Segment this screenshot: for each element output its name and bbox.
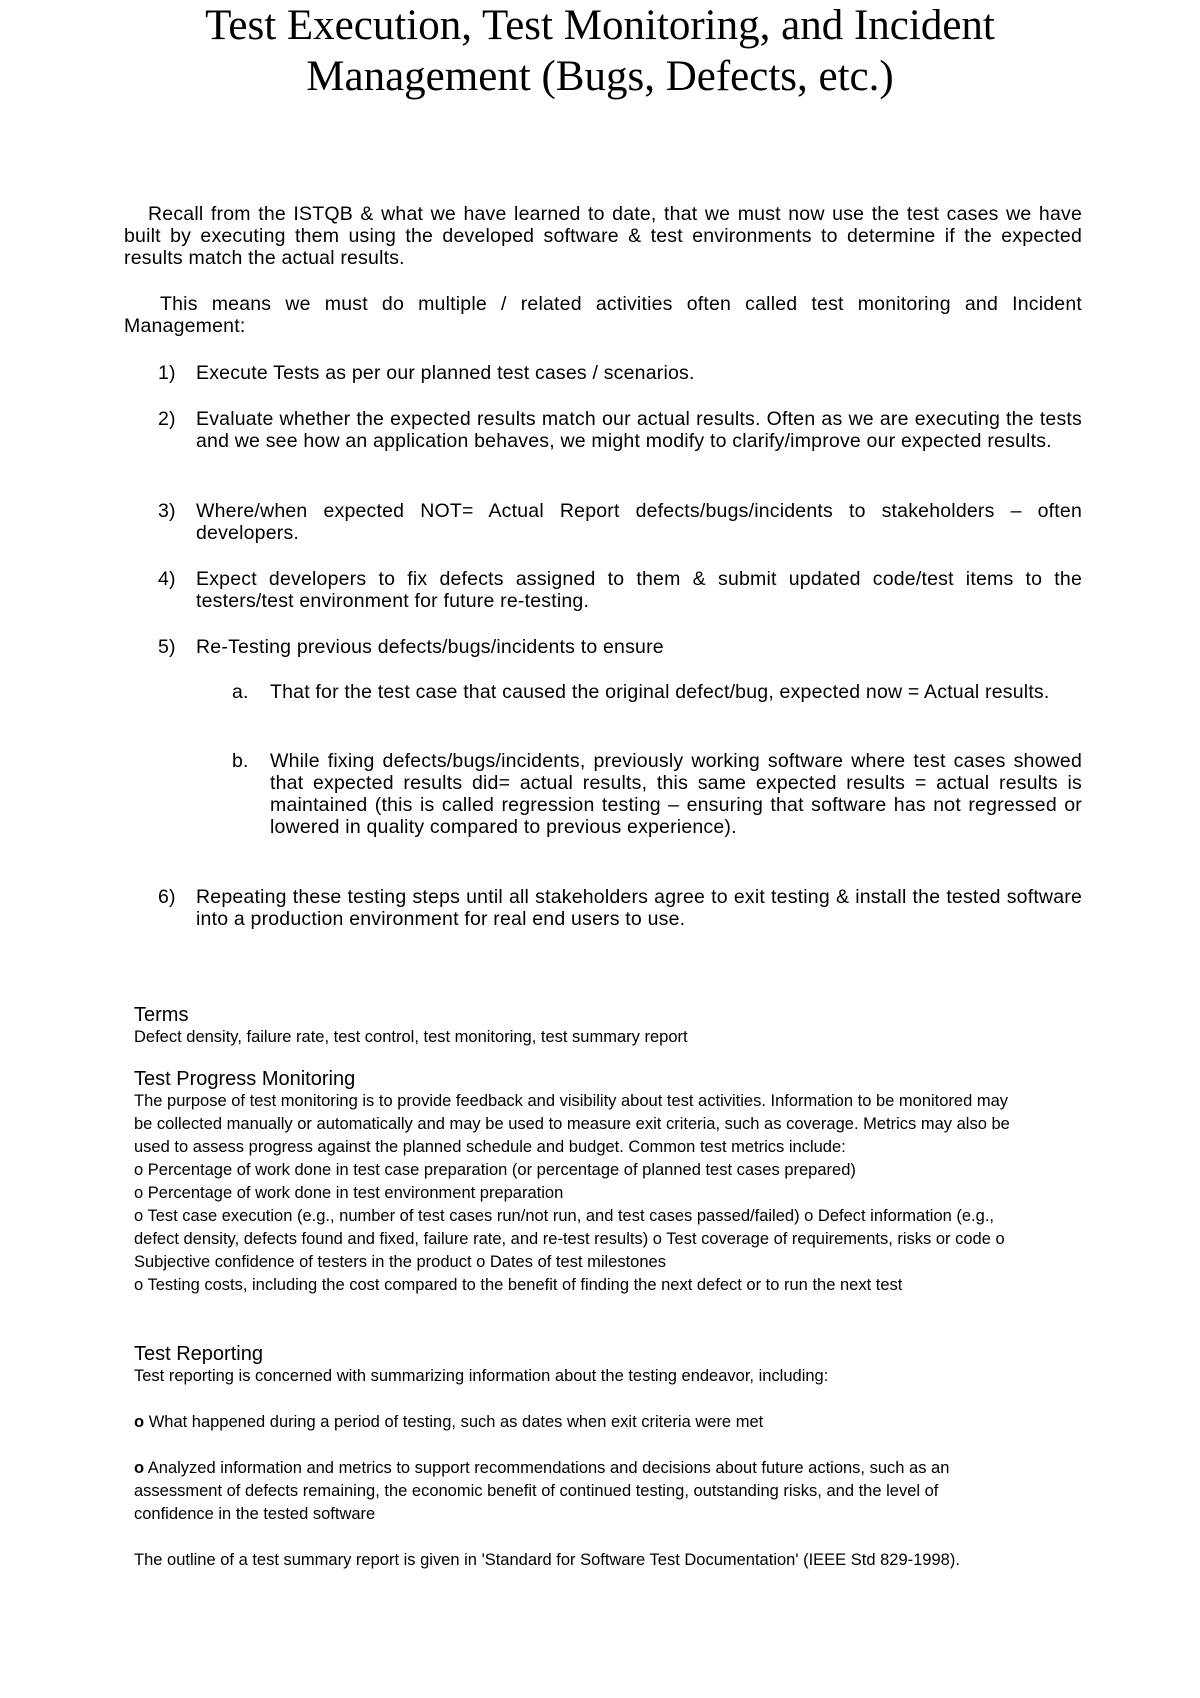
reporting-text: Test reporting is concerned with summarizing information about the testing endeavor, including: bbox=[134, 1367, 829, 1385]
list-item-1 bbox=[158, 362, 1082, 384]
list-number: 6) bbox=[158, 886, 176, 908]
sub-list-letter: b. bbox=[232, 750, 249, 772]
list-number: 1) bbox=[158, 362, 176, 384]
list-number: 3) bbox=[158, 500, 176, 522]
list-number: 5) bbox=[158, 636, 176, 658]
bullet-marker: o bbox=[134, 1459, 145, 1477]
sub-list-text: That for the test case that caused the original defect/bug, expected now = Actual results. bbox=[270, 681, 1050, 703]
list-item-3 bbox=[158, 500, 1082, 544]
page-title bbox=[100, 0, 1100, 102]
bullet-text: What happened during a period of testing, such as dates when exit criteria were met bbox=[148, 1413, 764, 1431]
monitoring-item-4: o Testing costs, including the cost compared to the benefit of finding the next defect or to run the next test bbox=[134, 1276, 903, 1294]
list-item-4 bbox=[158, 568, 1082, 612]
monitoring-item-2: o Percentage of work done in test environment preparation bbox=[134, 1184, 564, 1202]
list-text: Re-Testing previous defects/bugs/incidents to ensure bbox=[196, 636, 664, 658]
list-text: Execute Tests as per our planned test cases / scenarios. bbox=[196, 362, 695, 384]
list-number: 4) bbox=[158, 568, 176, 590]
terms-text: Defect density, failure rate, test control, test monitoring, test summary report bbox=[134, 1028, 688, 1046]
list-number: 2) bbox=[158, 408, 176, 430]
reporting-bullet-1 bbox=[134, 1411, 1014, 1434]
reporting-outline: The outline of a test summary report is given in 'Standard for Software Test Documentation' (IEEE Std 829-1998). bbox=[134, 1551, 960, 1569]
intro-paragraph-1: Recall from the ISTQB & what we have learned to date, that we must now use the test cases we have built by executing them using the developed software & test environments to determine if the expected results match the actual results. bbox=[124, 203, 1082, 269]
monitoring-heading: Test Progress Monitoring bbox=[134, 1068, 356, 1090]
monitoring-item-1: o Percentage of work done in test case preparation (or percentage of planned test cases prepared) bbox=[134, 1161, 856, 1179]
list-text: Evaluate whether the expected results match our actual results. Often as we are executing the tests and we see how an application behaves, we might modify to clarify/improve our expected results. bbox=[196, 408, 1082, 452]
sub-list-text: While fixing defects/bugs/incidents, previously working software where test cases showed that expected results did= actual results, this same expected results = actual results is maintained (this is called regression testing – ensuring that software has not regressed or lowered in quality compared to previous experience). bbox=[270, 750, 1082, 838]
monitoring-text: The purpose of test monitoring is to provide feedback and visibility about test activities. Information to be monitored may be collected manually or automatically and may be used to measure exit criteria, such as coverage. Metrics may also be used to assess progress against the planned schedule and budget. Common test metrics include: bbox=[134, 1092, 1010, 1156]
list-text: Where/when expected NOT= Actual Report defects/bugs/incidents to stakeholders – often developers. bbox=[196, 500, 1082, 544]
list-item-2 bbox=[158, 408, 1082, 452]
list-item-5 bbox=[158, 636, 1082, 658]
title-line-1: Test Execution, Test Monitoring, and Incident bbox=[205, 2, 995, 49]
bullet-marker: o bbox=[134, 1413, 145, 1431]
list-item-6 bbox=[158, 886, 1082, 930]
bullet-text: Analyzed information and metrics to support recommendations and decisions about future actions, such as an assessment of defects remaining, the economic benefit of continued testing, outstanding risks, and the level of confidence in the tested software bbox=[134, 1459, 950, 1523]
reporting-section bbox=[134, 1365, 1014, 1572]
sub-item-a bbox=[232, 681, 1082, 703]
list-text: Repeating these testing steps until all stakeholders agree to exit testing & install the tested software into a production environment for real end users to use. bbox=[196, 886, 1082, 930]
monitoring-section bbox=[134, 1090, 1014, 1297]
reporting-bullet-2 bbox=[134, 1457, 1014, 1526]
intro-paragraph-2: This means we must do multiple / related activities often called test monitoring and Incident Management: bbox=[124, 293, 1082, 337]
terms-heading: Terms bbox=[134, 1004, 189, 1026]
list-text: Expect developers to fix defects assigned to them & submit updated code/test items to the testers/test environment for future re-testing. bbox=[196, 568, 1082, 612]
sub-list-letter: a. bbox=[232, 681, 249, 703]
reporting-heading: Test Reporting bbox=[134, 1343, 263, 1365]
title-line-2: Management (Bugs, Defects, etc.) bbox=[306, 53, 894, 100]
monitoring-item-3: o Test case execution (e.g., number of test cases run/not run, and test cases passed/failed) o Defect information (e.g., defect density, defects found and fixed, failure rate, and re-test results) o Test coverage of requirements, risks or code o Subjective confidence of testers in the product o Dates of test milestones bbox=[134, 1207, 1005, 1271]
sub-item-b bbox=[232, 750, 1082, 838]
